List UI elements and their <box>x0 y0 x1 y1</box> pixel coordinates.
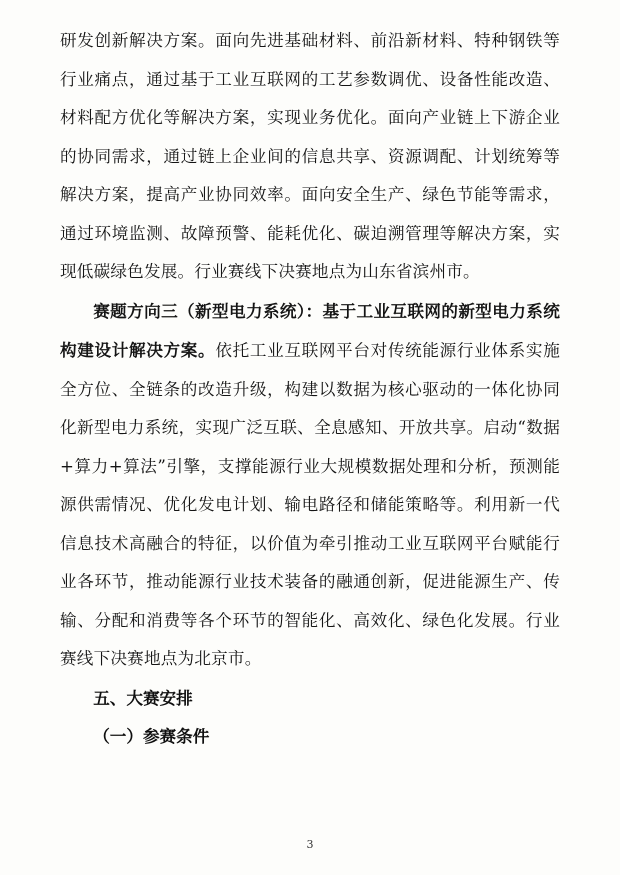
subsection-heading-one: （一）参赛条件 <box>93 726 210 746</box>
topic-body-text: 依托工业互联网平台对传统能源行业体系实施全方位、全链条的改造升级，构建以数据为核心驱动的一体化协同化新型电力系统，实现广泛互联、全息感知、开放共享。启动“数据+算力+算法”引擎，支撑能源行业大规模数据处理和分析，预测能源供需情况、优化发电计划、输电路径和储能策略等。利用新一代信息技术高融合的特征，以价值为牵引推动工业互联网平台赋能行业各环节，推动能源行业技术装备的融通创新，促进能源生产、传输、分配和消费等各个环节的智能化、高效化、绿色化发展。行业赛线下决赛地点为北京市。 <box>60 341 560 668</box>
body-paragraph-1: 研发创新解决方案。面向先进基础材料、前沿新材料、特种钢铁等行业痛点，通过基于工业互联网的工艺参数调优、设备性能改造、材料配方优化等解决方案，实现业务优化。面向产业链上下游企业的协同需求，通过链上企业间的信息共享、资源调配、计划统筹等解决方案，提高产业协同效率。面向安全生产、绿色节能等需求，通过环境监测、故障预警、能耗优化、碳迫溯管理等解决方案，实现低碳绿色发展。行业赛线下决赛地点为山东省滨州市。 <box>60 31 560 281</box>
page-content <box>60 22 560 756</box>
body-paragraph-2 <box>60 292 560 679</box>
section-heading-five: 五、大赛安排 <box>93 687 193 708</box>
page-number: 3 <box>306 838 314 851</box>
topic-lead-text: 赛题方向三（新型电力系统）：基于工业互联网的新型电力系统构建设计解决方案。 <box>60 300 560 360</box>
